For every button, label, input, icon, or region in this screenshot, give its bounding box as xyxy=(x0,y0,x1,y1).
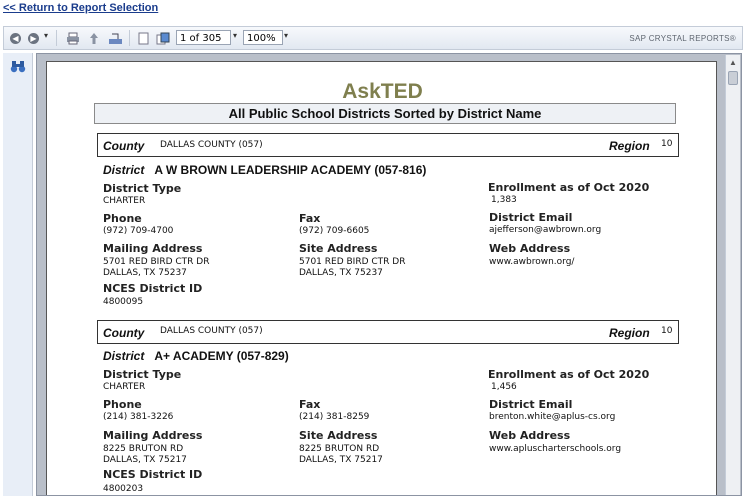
district-value: A+ ACADEMY (057-829) xyxy=(154,349,289,363)
county-header-bar xyxy=(97,133,679,157)
nces-id-value: 4800095 xyxy=(103,297,144,307)
prev-page-button[interactable] xyxy=(156,30,170,46)
mailing-address-label: Mailing Address xyxy=(103,429,203,442)
district-name xyxy=(103,349,289,363)
district-email-value: brenton.white@aplus-cs.org xyxy=(489,412,616,422)
fax-value: (214) 381-8259 xyxy=(299,412,370,422)
report-title: AskTED xyxy=(342,80,423,103)
report-toolbar xyxy=(3,26,743,50)
district-type-label: District Type xyxy=(103,368,182,381)
mailing-address-label: Mailing Address xyxy=(103,242,203,255)
back-button[interactable] xyxy=(10,30,21,46)
site-address-label: Site Address xyxy=(299,242,378,255)
district-label: District xyxy=(103,349,145,363)
web-address-label: Web Address xyxy=(489,429,571,442)
enrollment-label: Enrollment as of Oct 2020 xyxy=(488,368,650,381)
district-label: District xyxy=(103,163,145,177)
county-header-bar xyxy=(97,320,679,344)
region-value: 10 xyxy=(661,139,673,149)
printer-icon xyxy=(66,32,80,45)
mailing-address-line1: 8225 BRUTON RD xyxy=(103,444,184,454)
page-dropdown-arrow-icon[interactable]: ▾ xyxy=(233,31,238,40)
pages-icon xyxy=(156,32,170,45)
region-label: Region xyxy=(609,139,650,153)
scroll-thumb[interactable] xyxy=(728,71,738,85)
site-address-line2: DALLAS, TX 75217 xyxy=(299,455,383,465)
fax-label: Fax xyxy=(299,398,321,411)
first-page-button[interactable] xyxy=(138,30,149,46)
arrow-left-icon: ◀ xyxy=(10,33,21,44)
forward-button[interactable] xyxy=(28,30,39,46)
history-dropdown-arrow-icon[interactable]: ▾ xyxy=(44,31,49,40)
enrollment-value: 1,456 xyxy=(491,382,517,392)
toolbar-divider xyxy=(129,30,130,46)
side-panel xyxy=(3,53,33,496)
site-address-line1: 8225 BRUTON RD xyxy=(299,444,380,454)
group-tree-icon xyxy=(108,32,123,45)
arrow-right-icon: ▶ xyxy=(28,33,39,44)
binoculars-search-icon[interactable] xyxy=(10,59,26,76)
district-type-value: CHARTER xyxy=(103,382,146,392)
phone-label: Phone xyxy=(103,212,142,225)
sap-crystal-reports-brand: SAP CRYSTAL REPORTS® xyxy=(629,34,736,43)
site-address-line1: 5701 RED BIRD CTR DR xyxy=(299,257,406,267)
report-page xyxy=(46,61,717,496)
print-button[interactable] xyxy=(66,30,80,46)
phone-label: Phone xyxy=(103,398,142,411)
toggle-group-tree-button[interactable] xyxy=(108,30,123,46)
site-address-line2: DALLAS, TX 75237 xyxy=(299,268,383,278)
district-email-label: District Email xyxy=(489,211,573,224)
vertical-scrollbar[interactable] xyxy=(725,55,740,495)
county-value: DALLAS COUNTY (057) xyxy=(160,140,263,150)
nces-id-value: 4800203 xyxy=(103,484,144,494)
nces-id-label: NCES District ID xyxy=(103,282,203,295)
county-label: County xyxy=(103,139,145,153)
export-arrow-icon xyxy=(88,32,100,45)
zoom-dropdown-arrow-icon[interactable]: ▾ xyxy=(284,31,289,40)
phone-value: (214) 381-3226 xyxy=(103,412,174,422)
county-label: County xyxy=(103,326,145,340)
district-email-value: ajefferson@awbrown.org xyxy=(489,225,602,235)
mailing-address-line1: 5701 RED BIRD CTR DR xyxy=(103,257,210,267)
district-value: A W BROWN LEADERSHIP ACADEMY (057-816) xyxy=(154,163,427,177)
region-value: 10 xyxy=(661,326,673,336)
page-icon xyxy=(138,32,149,45)
nces-id-label: NCES District ID xyxy=(103,468,203,481)
return-to-report-selection-link[interactable]: << Return to Report Selection xyxy=(3,2,159,14)
web-address-value: www.apluscharterschools.org xyxy=(489,444,622,454)
report-subtitle: All Public School Districts Sorted by District Name xyxy=(94,103,676,124)
page-number-input[interactable]: 1 of 305 xyxy=(176,30,231,45)
phone-value: (972) 709-4700 xyxy=(103,226,174,236)
scroll-up-arrow-icon[interactable]: ▲ xyxy=(729,58,737,67)
web-address-label: Web Address xyxy=(489,242,571,255)
mailing-address-line2: DALLAS, TX 75217 xyxy=(103,455,187,465)
toolbar-divider xyxy=(56,30,57,46)
fax-value: (972) 709-6605 xyxy=(299,226,370,236)
district-email-label: District Email xyxy=(489,398,573,411)
zoom-select[interactable]: 100% xyxy=(243,30,283,45)
district-type-value: CHARTER xyxy=(103,196,146,206)
fax-label: Fax xyxy=(299,212,321,225)
site-address-label: Site Address xyxy=(299,429,378,442)
district-name xyxy=(103,163,426,177)
region-label: Region xyxy=(609,326,650,340)
mailing-address-line2: DALLAS, TX 75237 xyxy=(103,268,187,278)
enrollment-label: Enrollment as of Oct 2020 xyxy=(488,181,650,194)
report-viewer xyxy=(36,53,742,496)
county-value: DALLAS COUNTY (057) xyxy=(160,326,263,336)
district-type-label: District Type xyxy=(103,182,182,195)
enrollment-value: 1,383 xyxy=(491,195,517,205)
web-address-value: www.awbrown.org/ xyxy=(489,257,575,267)
export-button[interactable] xyxy=(88,30,100,46)
